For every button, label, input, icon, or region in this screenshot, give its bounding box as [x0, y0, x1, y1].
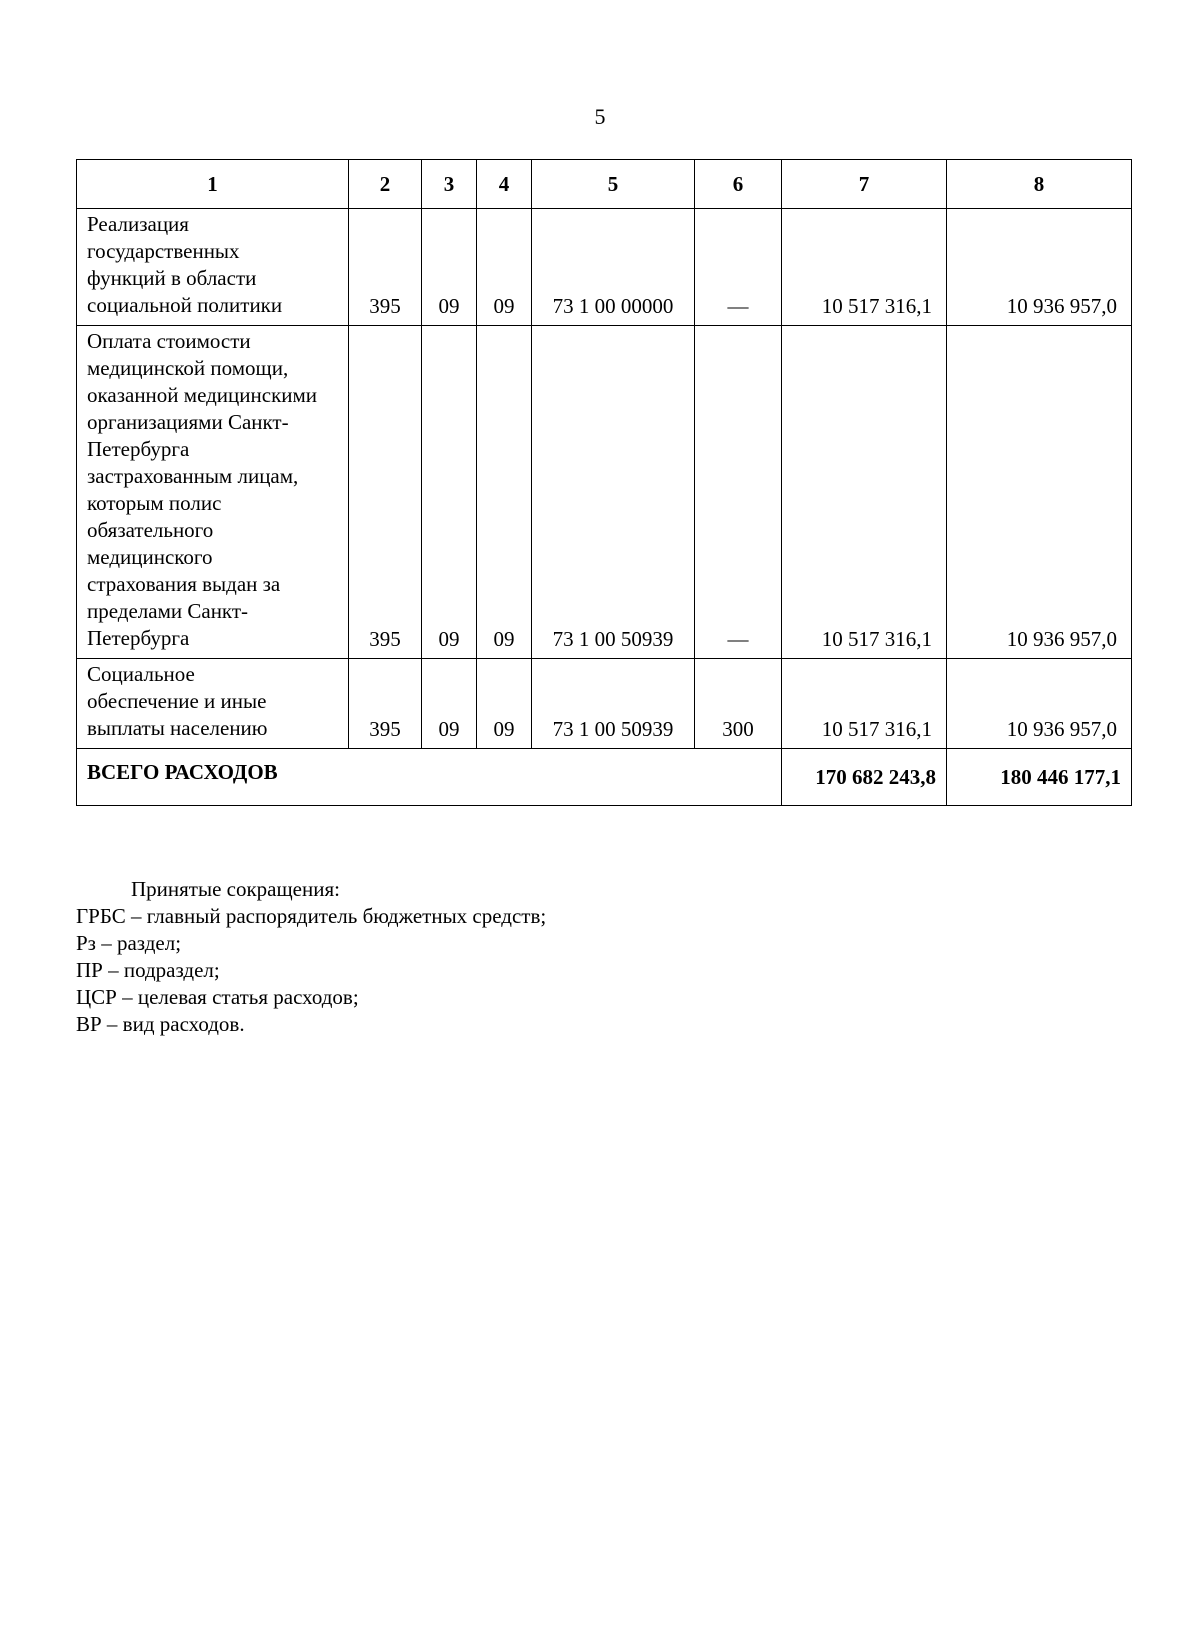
column-header: 1 — [77, 160, 349, 209]
abbreviation-item: ЦСР – целевая статья расходов; — [76, 985, 359, 1009]
column-header: 2 — [349, 160, 422, 209]
expense-name-text: Реализация государственных функций в области социальной политики — [87, 212, 283, 317]
section-code: 09 — [422, 659, 477, 749]
column-header: 7 — [782, 160, 947, 209]
expense-name — [77, 209, 349, 326]
column-header: 3 — [422, 160, 477, 209]
abbreviation-item: Рз – раздел; — [76, 931, 182, 955]
amount-col8: 10 936 957,0 — [947, 209, 1132, 326]
expense-type-code: 300 — [695, 659, 782, 749]
total-amount-col8: 180 446 177,1 — [947, 749, 1132, 806]
total-row — [77, 749, 1132, 806]
amount-col7: 10 517 316,1 — [782, 326, 947, 659]
page-number: 5 — [594, 104, 606, 129]
table-row — [77, 326, 1132, 659]
abbreviation-item: ГРБС – главный распорядитель бюджетных средств; — [76, 904, 547, 928]
expense-name — [77, 659, 349, 749]
subsection-code: 09 — [477, 209, 532, 326]
abbreviations-notes — [76, 876, 546, 1038]
total-amount-col7: 170 682 243,8 — [782, 749, 947, 806]
target-article-code: 73 1 00 50939 — [532, 326, 695, 659]
grbs-code: 395 — [349, 326, 422, 659]
expense-name-text: Социальное обеспечение и иные выплаты населению — [87, 662, 268, 740]
amount-col7: 10 517 316,1 — [782, 209, 947, 326]
column-header: 8 — [947, 160, 1132, 209]
column-header: 5 — [532, 160, 695, 209]
expense-name — [77, 326, 349, 659]
column-header: 6 — [695, 160, 782, 209]
subsection-code: 09 — [477, 326, 532, 659]
table-row — [77, 659, 1132, 749]
abbreviation-item: ВР – вид расходов. — [76, 1012, 245, 1036]
amount-col8: 10 936 957,0 — [947, 659, 1132, 749]
budget-table — [76, 159, 1132, 806]
amount-col8: 10 936 957,0 — [947, 326, 1132, 659]
table-row — [77, 209, 1132, 326]
section-code: 09 — [422, 326, 477, 659]
subsection-code: 09 — [477, 659, 532, 749]
column-header: 4 — [477, 160, 532, 209]
grbs-code: 395 — [349, 659, 422, 749]
grbs-code: 395 — [349, 209, 422, 326]
total-label: ВСЕГО РАСХОДОВ — [77, 749, 782, 806]
header-row — [77, 160, 1132, 209]
abbreviations-heading: Принятые сокращения: — [131, 877, 340, 901]
target-article-code: 73 1 00 00000 — [532, 209, 695, 326]
expense-name-text: Оплата стоимости медицинской помощи, оказанной медицинскими организациями Санкт-Петербурга застрахованным лицам, которым полис обязательного медицинского страхования выдан за пределами Санкт-Петербурга — [87, 329, 318, 650]
expense-type-code: — — [695, 326, 782, 659]
section-code: 09 — [422, 209, 477, 326]
abbreviation-item: ПР – подраздел; — [76, 958, 220, 982]
target-article-code: 73 1 00 50939 — [532, 659, 695, 749]
expense-type-code: — — [695, 209, 782, 326]
amount-col7: 10 517 316,1 — [782, 659, 947, 749]
